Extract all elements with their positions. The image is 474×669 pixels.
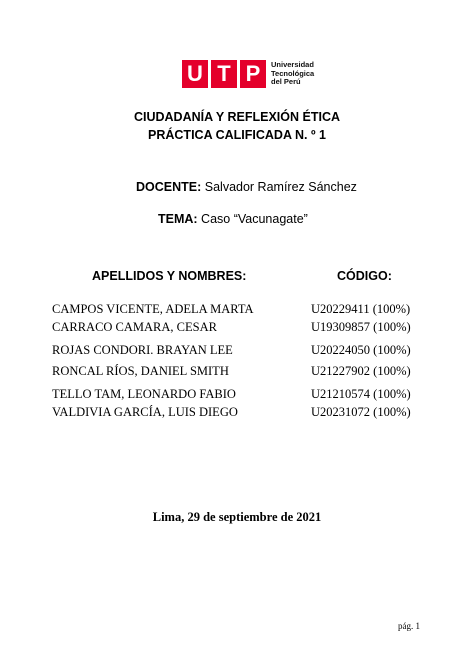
logo-letter-u: U	[182, 60, 208, 88]
tema-line	[158, 212, 308, 226]
logo-letter-t: T	[211, 60, 237, 88]
docente-value: Salvador Ramírez Sánchez	[201, 180, 357, 194]
student-code: U19309857 (100%)	[311, 320, 411, 334]
docente-label: DOCENTE:	[136, 180, 202, 194]
student-name: RONCAL RÍOS, DANIEL SMITH	[52, 364, 229, 378]
date-line: Lima, 29 de septiembre de 2021	[152, 510, 322, 524]
utp-logo-blocks	[182, 60, 266, 88]
student-name: VALDIVIA GARCÍA, LUIS DIEGO	[52, 405, 238, 419]
student-name: CARRACO CAMARA, CESAR	[52, 320, 217, 334]
student-name: CAMPOS VICENTE, ADELA MARTA	[52, 302, 254, 316]
student-code: U21210574 (100%)	[311, 387, 411, 401]
tema-value: Caso “Vacunagate”	[197, 212, 308, 226]
assignment-title: PRÁCTICA CALIFICADA N. º 1	[148, 128, 326, 142]
student-code: U21227902 (100%)	[311, 364, 411, 378]
names-header: APELLIDOS Y NOMBRES:	[92, 269, 247, 283]
code-header: CÓDIGO:	[337, 269, 392, 283]
logo-line-3: del Perú	[271, 77, 301, 87]
page-number: pág. 1	[398, 621, 420, 631]
docente-line	[136, 180, 357, 194]
student-code: U20229411 (100%)	[311, 302, 411, 316]
student-code: U20231072 (100%)	[311, 405, 411, 419]
logo-university-name	[271, 61, 314, 87]
logo-line-2: Tecnológica	[271, 68, 315, 78]
utp-logo	[182, 60, 314, 88]
student-name: TELLO TAM, LEONARDO FABIO	[52, 387, 236, 401]
logo-letter-p: P	[240, 60, 266, 88]
tema-label: TEMA:	[158, 212, 198, 226]
student-code: U20224050 (100%)	[311, 343, 411, 357]
logo-line-1: Universidad	[271, 60, 314, 70]
student-name: ROJAS CONDORI. BRAYAN LEE	[52, 343, 233, 357]
course-title: CIUDADANÍA Y REFLEXIÓN ÉTICA	[133, 110, 341, 124]
